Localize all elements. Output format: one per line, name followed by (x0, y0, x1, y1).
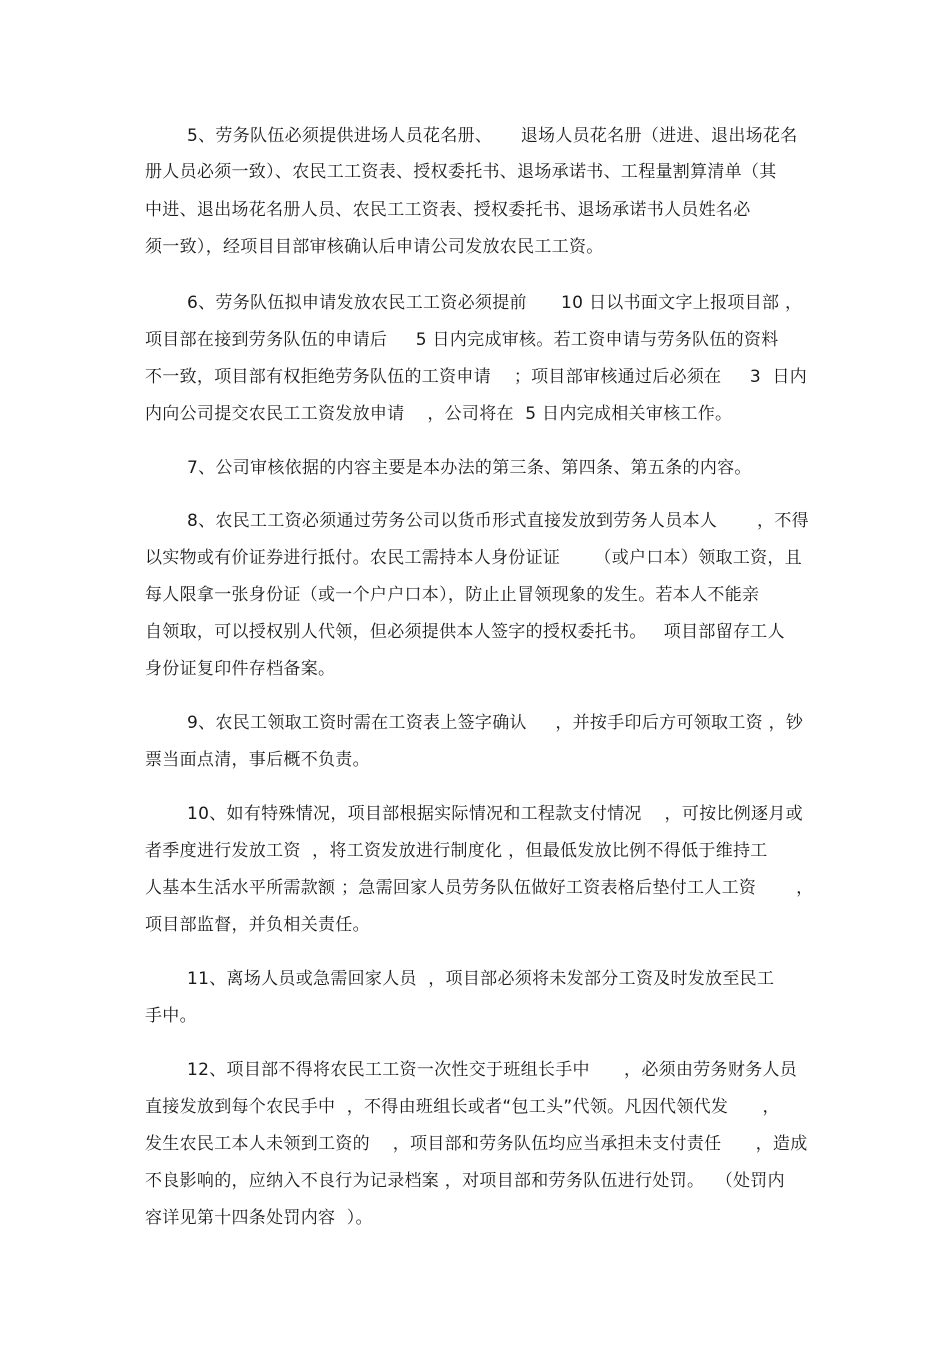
clause-11-line-1: 11、离场人员或急需回家人员 ，项目部必须将未发部分工资及时发放至民工 (187, 969, 775, 989)
clause-12-line-3: 发生农民工本人未领到工资的 ，项目部和劳务队伍均应当承担未支付责任 ，造成 (145, 1134, 808, 1154)
clause-8-line-3: 每人限拿一张身份证（或一个户户口本），防止止冒领现象的发生。若本人不能亲 (145, 585, 760, 605)
clause-9-line-2: 票当面点清，事后概不负责。 (145, 750, 370, 770)
clause-12-line-5: 容详见第十四条处罚内容 ）。 (145, 1208, 373, 1228)
clause-10-line-3: 人基本生活水平所需款额 ；急需回家人员劳务队伍做好工资表格后垫付工人工资 ， (145, 878, 814, 898)
clause-6-line-3: 不一致，项目部有权拒绝劳务队伍的工资申请 ；项目部审核通过后必须在 3 日内 (145, 367, 808, 387)
clause-9-line-1: 9、农民工领取工资时需在工资表上签字确认 ，并按手印后方可领取工资 ，钞 (187, 713, 804, 733)
clause-6-line-1: 6、劳务队伍拟申请发放农民工工资必须提前 10 日以书面文字上报项目部 ， (187, 293, 803, 313)
clause-11-line-2: 手中。 (145, 1006, 197, 1026)
clause-12-line-4: 不良影响的，应纳入不良行为记录档案 ，对项目部和劳务队伍进行处罚。 （处罚内 (145, 1171, 785, 1191)
clause-10-line-1: 10、如有特殊情况，项目部根据实际情况和工程款支付情况 ，可按比例逐月或 (187, 804, 803, 824)
clause-5-line-3: 中进、退出场花名册人员、农民工工资表、授权委托书、退场承诺书人员姓名必 (145, 200, 751, 220)
clause-10-line-4: 项目部监督，并负相关责任。 (145, 915, 370, 935)
clause-12-line-2: 直接发放到每个农民手中 ，不得由班组长或者“包工头”代领。凡因代领代发 ， (145, 1097, 780, 1117)
clause-8-line-2: 以实物或有价证券进行抵付。农民工需持本人身份证证 （或户口本）领取工资，且 (145, 548, 803, 568)
clause-6-line-2: 项目部在接到劳务队伍的申请后 5 日内完成审核。若工资申请与劳务队伍的资料 (145, 330, 779, 350)
clause-7-line-1: 7、公司审核依据的内容主要是本办法的第三条、第四条、第五条的内容。 (187, 458, 752, 478)
clause-5-line-1: 5、劳务队伍必须提供进场人员花名册、 退场人员花名册（进进、退出场花名 (187, 126, 798, 146)
clause-5-line-4: 须一致），经项目目部审核确认后申请公司发放农民工工资。 (145, 237, 604, 257)
clause-10-line-2: 者季度进行发放工资 ，将工资发放进行制度化 ，但最低发放比例不得低于维持工 (145, 841, 768, 861)
clause-5-line-2: 册人员必须一致）、农民工工资表、授权委托书、退场承诺书、工程量割算清单（其 (145, 162, 777, 182)
clause-12-line-1: 12、项目部不得将农民工工资一次性交于班组长手中 ，必须由劳务财务人员 (187, 1060, 798, 1080)
clause-8-line-1: 8、农民工工资必须通过劳务公司以货币形式直接发放到劳务人员本人 ，不得 (187, 511, 809, 531)
clause-6-line-4: 内向公司提交农民工工资发放申请 ，公司将在 5 日内完成相关审核工作。 (145, 404, 733, 424)
clause-8-line-4: 自领取，可以授权别人代领，但必须提供本人签字的授权委托书。 项目部留存工人 (145, 622, 785, 642)
clause-8-line-5: 身份证复印件存档备案。 (145, 659, 336, 679)
